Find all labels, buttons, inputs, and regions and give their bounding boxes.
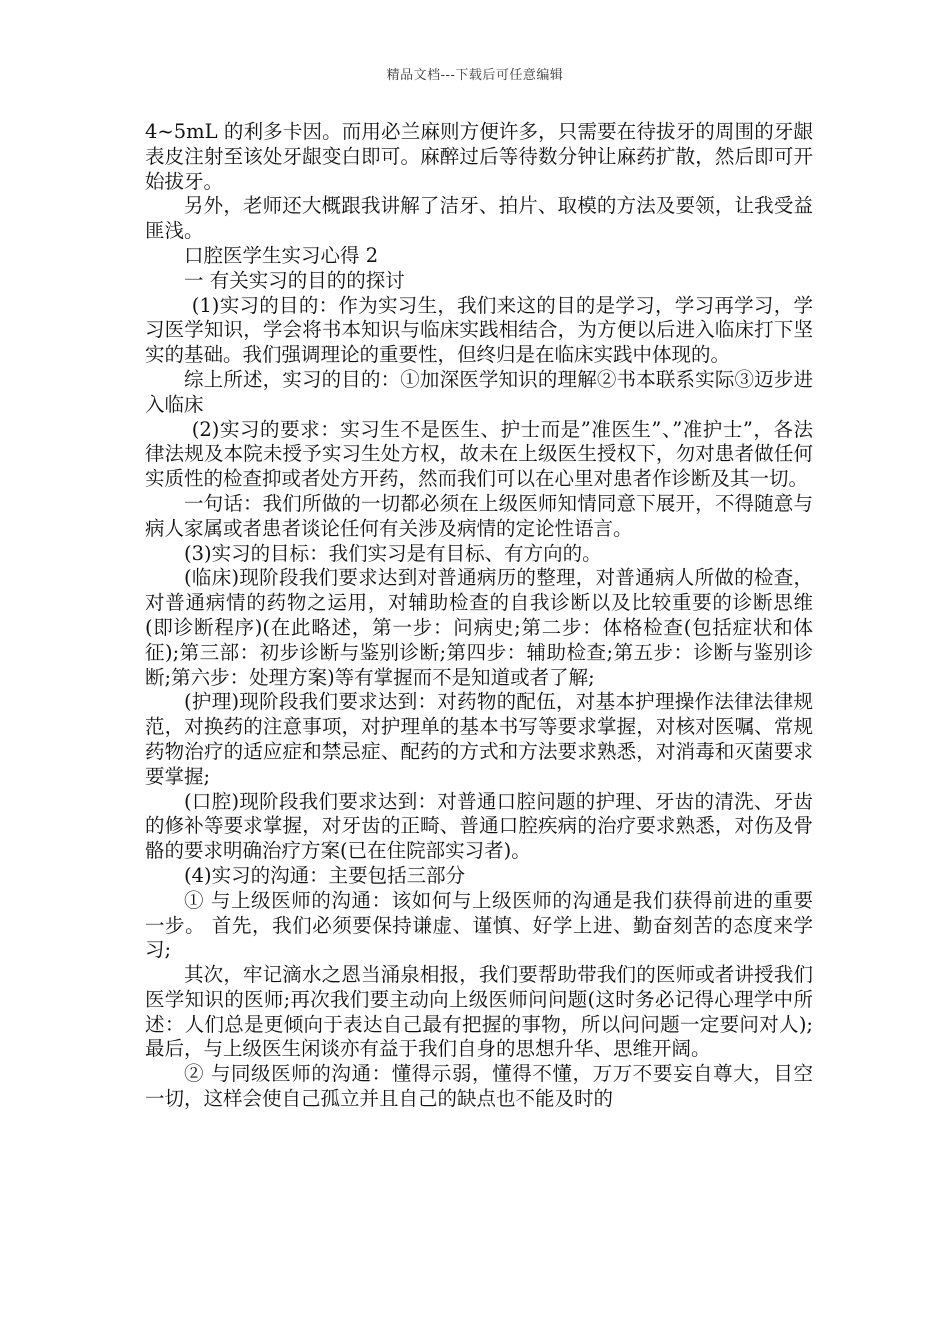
section-title: 口腔医学生实习心得 2 bbox=[184, 243, 379, 267]
paragraph-purpose: (1)实习的目的：作为实习生，我们来这的目的是学习，学习再学习，学习医学知识，学会将书本知识与临床实践相结合，为方便以后进入临床打下坚实的基础。我们强调理论的重要性，但终归是在临床实践中体现的。 bbox=[145, 293, 813, 367]
paragraph-goals: (3)实习的目标：我们实习是有目标、有方向的。 bbox=[184, 541, 602, 565]
paragraph-requirements: (2)实习的要求：实习生不是医生、护士而是”准医生”、”准护士”，各法律法规及本院未授予实习生处方权，故未在上级医生授权下，勿对患者做任何实质性的检查抑或者处方开药，然而我们可以在心里对患者作诊断及其一切。 bbox=[145, 417, 813, 491]
paragraph-superior-communication: ① 与上级医师的沟通：该如何与上级医师的沟通是我们获得前进的重要一步。 首先，我们必须要保持谦虚、谨慎、好学上进、勤奋刻苦的态度来学习; bbox=[145, 888, 813, 962]
paragraph-communication: (4)实习的沟通：主要包括三部分 bbox=[184, 863, 466, 887]
paragraph-clinical: (临床)现阶段我们要求达到对普通病历的整理，对普通病人所做的检查，对普通病情的药物之运用，对辅助检查的自我诊断以及比较重要的诊断思维(即诊断程序)(在此略述，第一步：问病史;第二步：体格检查(包括症状和体征);第三部：初步诊断与鉴别诊断;第四步：辅助检查;第五步：诊断与鉴别诊断;第六步：处理方案)等有掌握而不是知道或者了解; bbox=[145, 566, 813, 689]
document-body bbox=[145, 120, 813, 1112]
paragraph-nursing: (护理)现阶段我们要求达到：对药物的配伍，对基本护理操作法律法律规范，对换药的注意事项，对护理单的基本书写等要求掌握，对核对医嘱、常规药物治疗的适应症和禁忌症、配药的方式和方法要求熟悉，对消毒和灭菌要求要掌握; bbox=[145, 690, 813, 788]
paragraph-anesthesia: 4~5mL 的利多卡因。而用必兰麻则方便许多，只需要在待拔牙的周围的牙龈表皮注射至该处牙龈变白即可。麻醉过后等待数分钟让麻药扩散，然后即可开始拔牙。 bbox=[145, 120, 813, 193]
paragraph-one-sentence: 一句话：我们所做的一切都必须在上级医师知情同意下展开，不得随意与病人家属或者患者谈论任何有关涉及病情的定论性语言。 bbox=[145, 491, 813, 540]
section-heading-purpose: 一 有关实习的目的的探讨 bbox=[184, 268, 405, 292]
paragraph-secondly: 其次，牢记滴水之恩当涌泉相报，我们要帮助带我们的医师或者讲授我们医学知识的医师;再次我们要主动向上级医师问问题(这时务必记得心理学中所述：人们总是更倾向于表达自己最有把握的事物，所以问问题一定要问对人);最后，与上级医生闲谈亦有益于我们自身的思想升华、思维开阔。 bbox=[145, 963, 813, 1061]
paragraph-summary: 综上所述，实习的目的：①加深医学知识的理解②书本联系实际③迈步进入临床 bbox=[145, 367, 813, 416]
page-header: 精品文档---下载后可任意编辑 bbox=[386, 68, 564, 83]
paragraph-peer-communication: ② 与同级医师的沟通：懂得示弱，懂得不懂，万万不要妄自尊大，目空一切，这样会使自己孤立并且自己的缺点也不能及时的 bbox=[145, 1062, 813, 1111]
paragraph-oral: (口腔)现阶段我们要求达到：对普通口腔问题的护理、牙齿的清洗、牙齿的修补等要求掌握，对牙齿的正畸、普通口腔疾病的治疗要求熟悉，对伤及骨骼的要求明确治疗方案(已在住院部实习者)。 bbox=[145, 789, 813, 863]
paragraph-teacher-explanation: 另外，老师还大概跟我讲解了洁牙、拍片、取模的方法及要领，让我受益匪浅。 bbox=[145, 194, 813, 243]
